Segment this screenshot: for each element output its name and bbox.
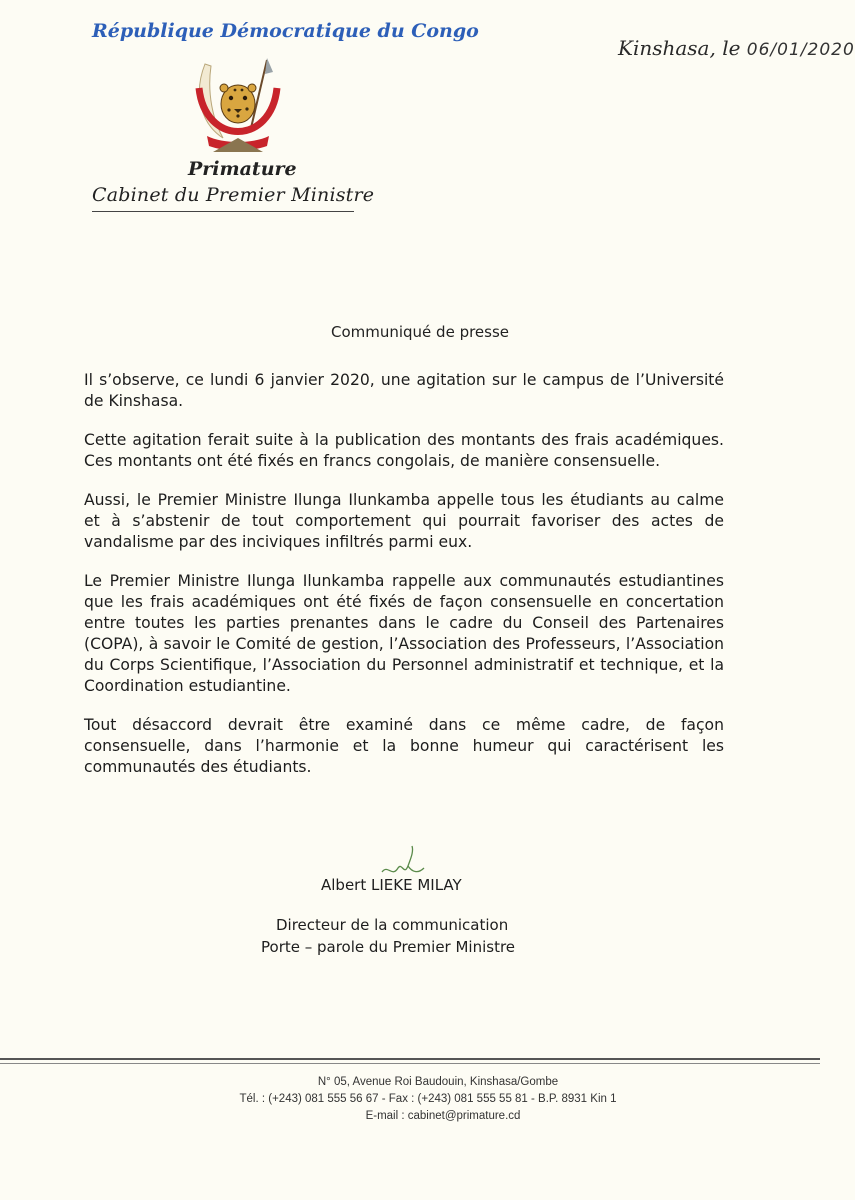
paragraph: Le Premier Ministre Ilunga Ilunkamba rappelle aux communautés estudiantines que les frais académiques ont été fixés de façon consensuelle en concertation entre toutes les parties prenantes dans le cadre du Conseil des Partenaires (COPA), à savoir le Comité de gestion, l’Association des Professeurs, l’Association du Corps Scientifique, l’Association du Personnel administratif et technique, et la Coordination estudiantine. — [84, 572, 724, 695]
place-and-date — [618, 36, 855, 60]
handwritten-date: 06/01/2020 — [746, 40, 855, 60]
signatory-role: Porte – parole du Premier Ministre — [261, 938, 516, 956]
footer-address: N° 05, Avenue Roi Baudouin, Kinshasa/Gombe — [317, 1076, 559, 1088]
paragraph: Tout désaccord devrait être examiné dans ce même cadre, de façon consensuelle, dans l’harmonie et la bonne humeur qui caractérisent les communautés des étudiants. — [84, 716, 724, 776]
paragraph: Cette agitation ferait suite à la publication des montants des frais académiques. Ces montants ont été fixés en francs congolais, de manière consensuelle. — [84, 431, 724, 470]
cabinet-name: Cabinet du Premier Ministre — [92, 184, 375, 206]
signatory-name: Albert LIEKE MILAY — [321, 876, 462, 894]
place-label: Kinshasa, le — [618, 36, 741, 60]
paragraph: Aussi, le Premier Ministre Ilunga Ilunkamba appelle tous les étudiants au calme et à s’abstenir de tout comportement qui pourrait favoriser des actes de vandalisme par des inciviques infiltrés parmi eux. — [84, 491, 724, 551]
office-name: Primature — [188, 158, 297, 180]
cabinet-underline — [92, 211, 354, 212]
paragraph: Il s’observe, ce lundi 6 janvier 2020, une agitation sur le campus de l’Université de Kinshasa. — [84, 371, 724, 410]
document-body — [84, 370, 724, 796]
signatory-title: Directeur de la communication — [276, 916, 509, 934]
footer-divider — [0, 1058, 820, 1060]
footer-contact — [0, 1074, 840, 1125]
footer-divider-thin — [0, 1063, 820, 1064]
coat-of-arms-icon — [183, 54, 293, 164]
republic-heading: République Démocratique du Congo — [92, 20, 479, 42]
document-title: Communiqué de presse — [330, 323, 510, 341]
footer-email: E-mail : cabinet@primature.cd — [365, 1110, 521, 1122]
footer-phones: Tél. : (+243) 081 555 56 67 - Fax : (+243) 081 555 55 81 - B.P. 8931 Kin 1 — [239, 1093, 617, 1105]
